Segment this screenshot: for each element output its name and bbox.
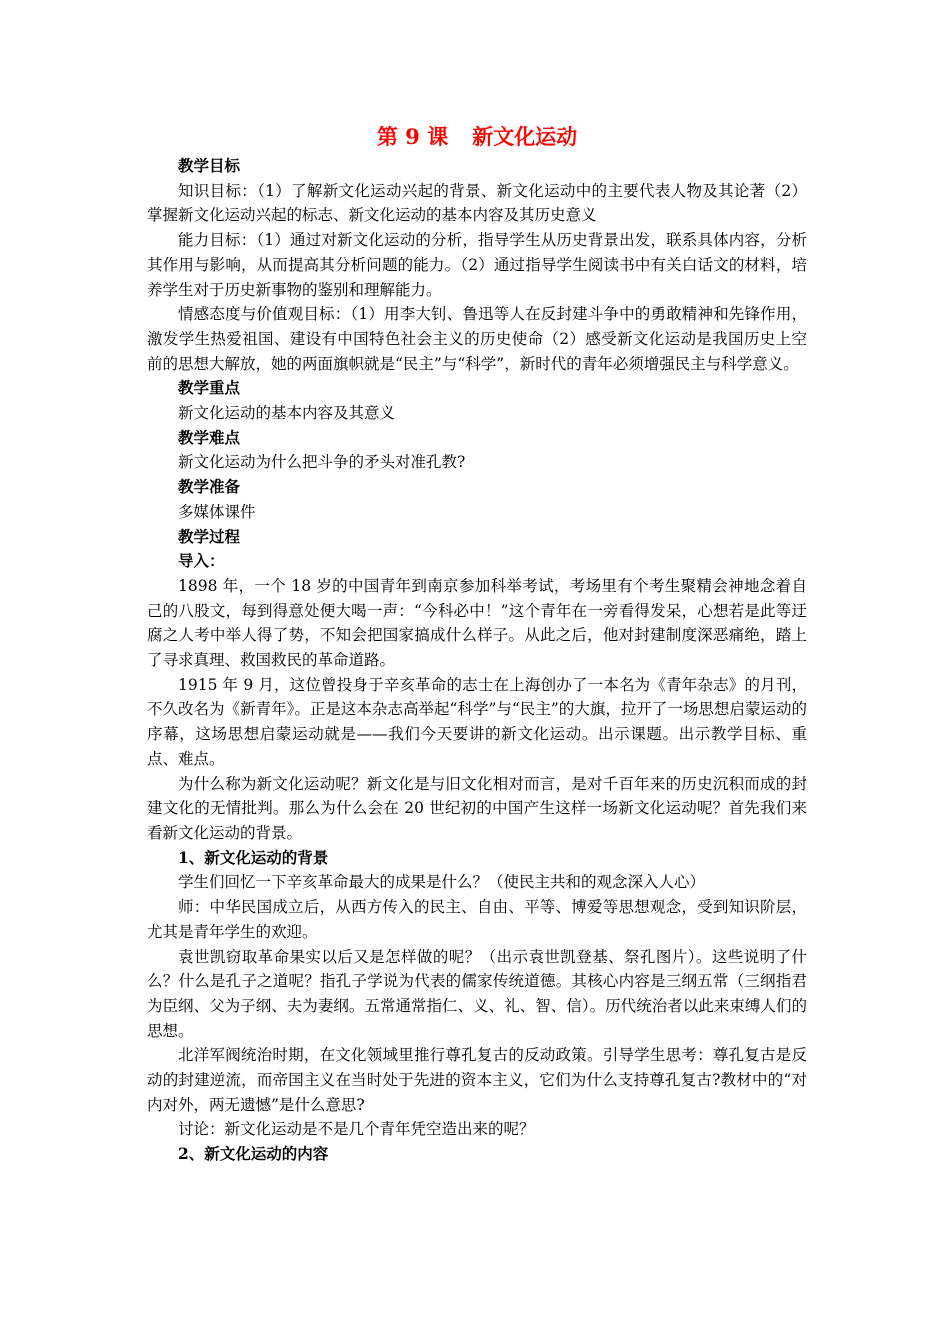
lesson-name: 新文化运动 (472, 124, 578, 149)
section-heading-process: 教学过程 (178, 526, 241, 546)
lesson-number: 第 9 课 (376, 124, 449, 149)
section-heading-intro: 导入： (178, 551, 225, 571)
background-yuan-shikai: 袁世凯窃取革命果实以后又是怎样做的呢？（出示袁世凯登基、祭孔图片）。这些说明了什么？什么是孔子之道呢？指孔子学说为代表的儒家传统道德。其核心内容是三纲五常（三纲指君为臣纲、父为子纲、夫为妻纲。五常通常指仁、义、礼、智、信）。历代统治者以此来束缚人们的思想。 (147, 947, 807, 1040)
section-heading-difficulty: 教学难点 (178, 427, 241, 447)
ability-objective: 能力目标：（1）通过对新文化运动的分析，指导学生从历史背景出发，联系具体内容，分析其作用与影响，从而提高其分析问题的能力。（2）通过指导学生阅读书中有关白话文的材料，培养学生对于历史新事物的鉴别和理解能力。 (147, 231, 807, 299)
intro-paragraph-1915: 1915 年 9 月，这位曾投身于辛亥革命的志士在上海创办了一本名为《青年杂志》的月刊，不久改名为《新青年》。正是这本杂志高举起“科学”与“民主”的大旗，拉开了一场思想启蒙运动的序幕，这场思想启蒙运动就是——我们今天要讲的新文化运动。出示课题。出示教学目标、重点、难点。 (147, 675, 807, 768)
intro-paragraph-1898: 1898 年，一个 18 岁的中国青年到南京参加科举考试，考场里有个考生聚精会神地念着自己的八股文，每到得意处便大喝一声：“今科必中！”这个青年在一旁看得发呆，心想若是此等迂腐之人考中举人得了势，不知会把国家搞成什么样子。从此之后，他对封建制度深恶痛绝，踏上了寻求真理、救国救民的革命道路。 (147, 576, 807, 670)
difficulty-text: 新文化运动为什么把斗争的矛头对准孔教? (178, 453, 466, 472)
emotion-objective: 情感态度与价值观目标：（1）用李大钊、鲁迅等人在反封建斗争中的勇敢精神和先锋作用，激发学生热爱祖国、建设有中国特色社会主义的历史使命（2）感受新文化运动是我国历史上空前的思想大解放，她的两面旗帜就是“民主”与“科学”，新时代的青年必须增强民主与科学意义。 (147, 305, 807, 373)
background-teacher: 师：中华民国成立后，从西方传入的民主、自由、平等、博爱等思想观念，受到知识阶层，尤其是青年学生的欢迎。 (147, 898, 807, 941)
background-beiyang: 北洋军阀统治时期，在文化领域里推行尊孔复古的反动政策。引导学生思考：尊孔复古是反动的封建逆流，而帝国主义在当时处于先进的资本主义，它们为什么支持尊孔复古?教材中的“对内对外，两无遗憾”是什么意思? (147, 1046, 807, 1114)
section-heading-background: 1、新文化运动的背景 (178, 847, 329, 867)
intro-paragraph-why: 为什么称为新文化运动呢？新文化是与旧文化相对而言，是对千百年来的历史沉积而成的封建文化的无情批判。那么为什么会在 20 世纪初的中国产生这样一场新文化运动呢？首先我们来看新文化运动的背景。 (147, 774, 807, 842)
section-heading-key-points: 教学重点 (178, 378, 241, 398)
key-points-text: 新文化运动的基本内容及其意义 (178, 404, 396, 423)
document-page (147, 122, 807, 1167)
background-question: 学生们回忆一下辛亥革命最大的成果是什么？（使民主共和的观念深入人心） (178, 873, 706, 892)
preparation-text: 多媒体课件 (178, 502, 256, 521)
section-heading-preparation: 教学准备 (178, 477, 241, 497)
knowledge-objective: 知识目标：（1）了解新文化运动兴起的背景、新文化运动中的主要代表人物及其论著（2）掌握新文化运动兴起的标志、新文化运动的基本内容及其历史意义 (147, 181, 807, 225)
section-heading-objectives: 教学目标 (178, 156, 241, 175)
background-discussion: 讨论：新文化运动是不是几个青年凭空造出来的呢？ (178, 1120, 535, 1139)
section-heading-content: 2、新文化运动的内容 (178, 1144, 329, 1164)
page-title (147, 122, 807, 152)
